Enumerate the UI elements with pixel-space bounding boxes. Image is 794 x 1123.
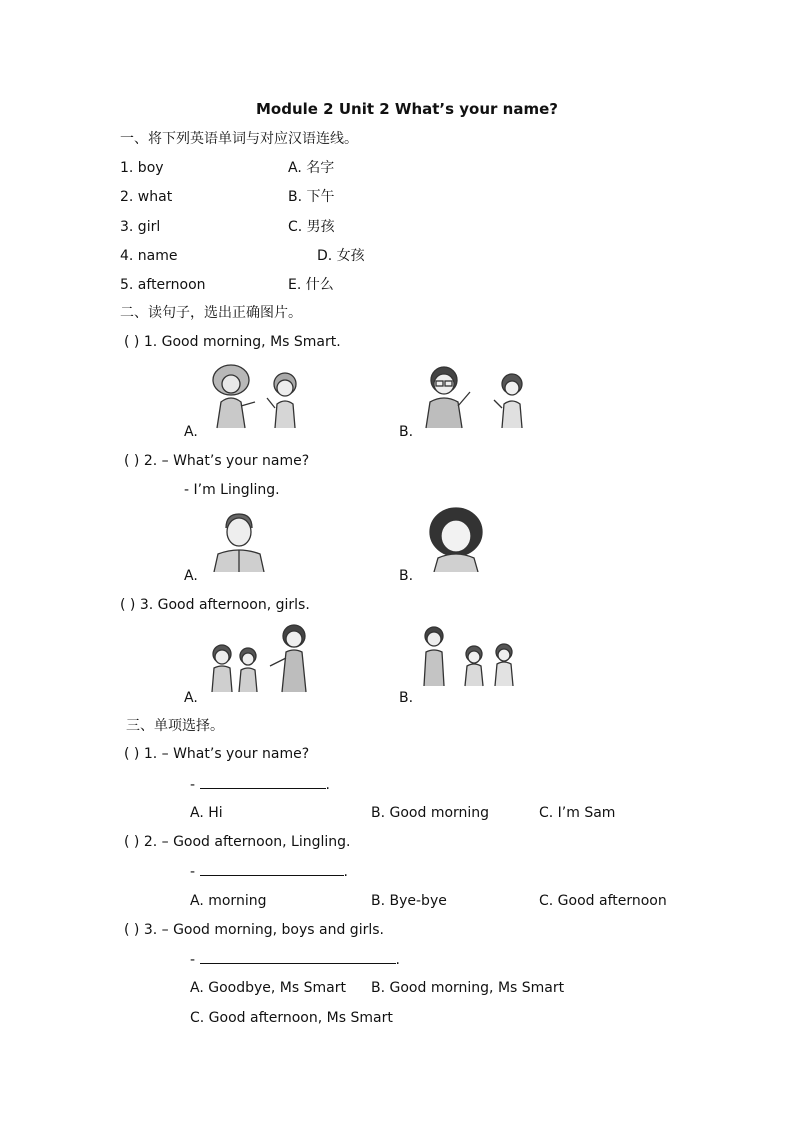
choice-option-c: C. Good afternoon [539, 893, 667, 909]
option-a-label: A. [184, 568, 198, 584]
choice-option-b: B. Bye-bye [371, 893, 447, 909]
period: . [325, 777, 330, 793]
answer-blank[interactable] [200, 950, 396, 964]
lingling-illustration [424, 506, 488, 572]
choice-option-a: A. Hi [190, 805, 223, 821]
man-and-girl-illustration [422, 362, 532, 430]
dash: - [190, 952, 196, 968]
picture-question-3: ( ) 3. Good afternoon, girls. [120, 597, 310, 613]
boy-illustration [212, 510, 266, 572]
match-left-3: 3. girl [120, 219, 161, 235]
picture-question-2-answer: - I’m Lingling. [184, 482, 280, 498]
page-title: Module 2 Unit 2 What’s your name? [256, 100, 558, 118]
choice-question-1: ( ) 1. – What’s your name? [124, 746, 310, 762]
period: . [343, 864, 348, 880]
match-left-2: 2. what [120, 189, 173, 205]
match-right-b: B. 下午 [288, 189, 335, 205]
choice-option-a: A. morning [190, 893, 267, 909]
dash: - [190, 777, 196, 793]
choice-option-a: A. Goodbye, Ms Smart [190, 980, 346, 996]
section3-heading: 三、单项选择。 [126, 718, 224, 734]
answer-line [190, 862, 348, 881]
match-right-e: E. 什么 [288, 277, 334, 293]
section1-heading: 一、将下列英语单词与对应汉语连线。 [120, 131, 358, 147]
picture-question-2: ( ) 2. – What’s your name? [124, 453, 310, 469]
match-left-5: 5. afternoon [120, 277, 206, 293]
answer-blank[interactable] [200, 862, 344, 876]
option-a-label: A. [184, 690, 198, 706]
choice-question-2: ( ) 2. – Good afternoon, Lingling. [124, 834, 351, 850]
dash: - [190, 864, 196, 880]
option-b-label: B. [399, 690, 414, 706]
answer-line [190, 950, 400, 969]
picture-question-1: ( ) 1. Good morning, Ms Smart. [124, 334, 341, 350]
option-a-label: A. [184, 424, 198, 440]
man-and-girls-illustration [420, 624, 520, 688]
match-right-d: D. 女孩 [317, 248, 365, 264]
choice-option-c: C. I’m Sam [539, 805, 616, 821]
answer-blank[interactable] [200, 775, 326, 789]
option-b-label: B. [399, 568, 414, 584]
choice-question-3: ( ) 3. – Good morning, boys and girls. [124, 922, 384, 938]
match-right-c: C. 男孩 [288, 219, 335, 235]
choice-option-c: C. Good afternoon, Ms Smart [190, 1010, 393, 1026]
match-left-1: 1. boy [120, 160, 164, 176]
answer-line [190, 775, 330, 794]
boys-and-teacher-illustration [208, 624, 312, 694]
period: . [395, 952, 400, 968]
choice-option-b: B. Good morning [371, 805, 490, 821]
choice-option-b: B. Good morning, Ms Smart [371, 980, 565, 996]
option-b-label: B. [399, 424, 414, 440]
match-right-a: A. 名字 [288, 160, 335, 176]
section2-heading: 二、读句子，选出正确图片。 [120, 305, 302, 321]
match-left-4: 4. name [120, 248, 178, 264]
woman-and-girl-illustration [205, 362, 313, 430]
